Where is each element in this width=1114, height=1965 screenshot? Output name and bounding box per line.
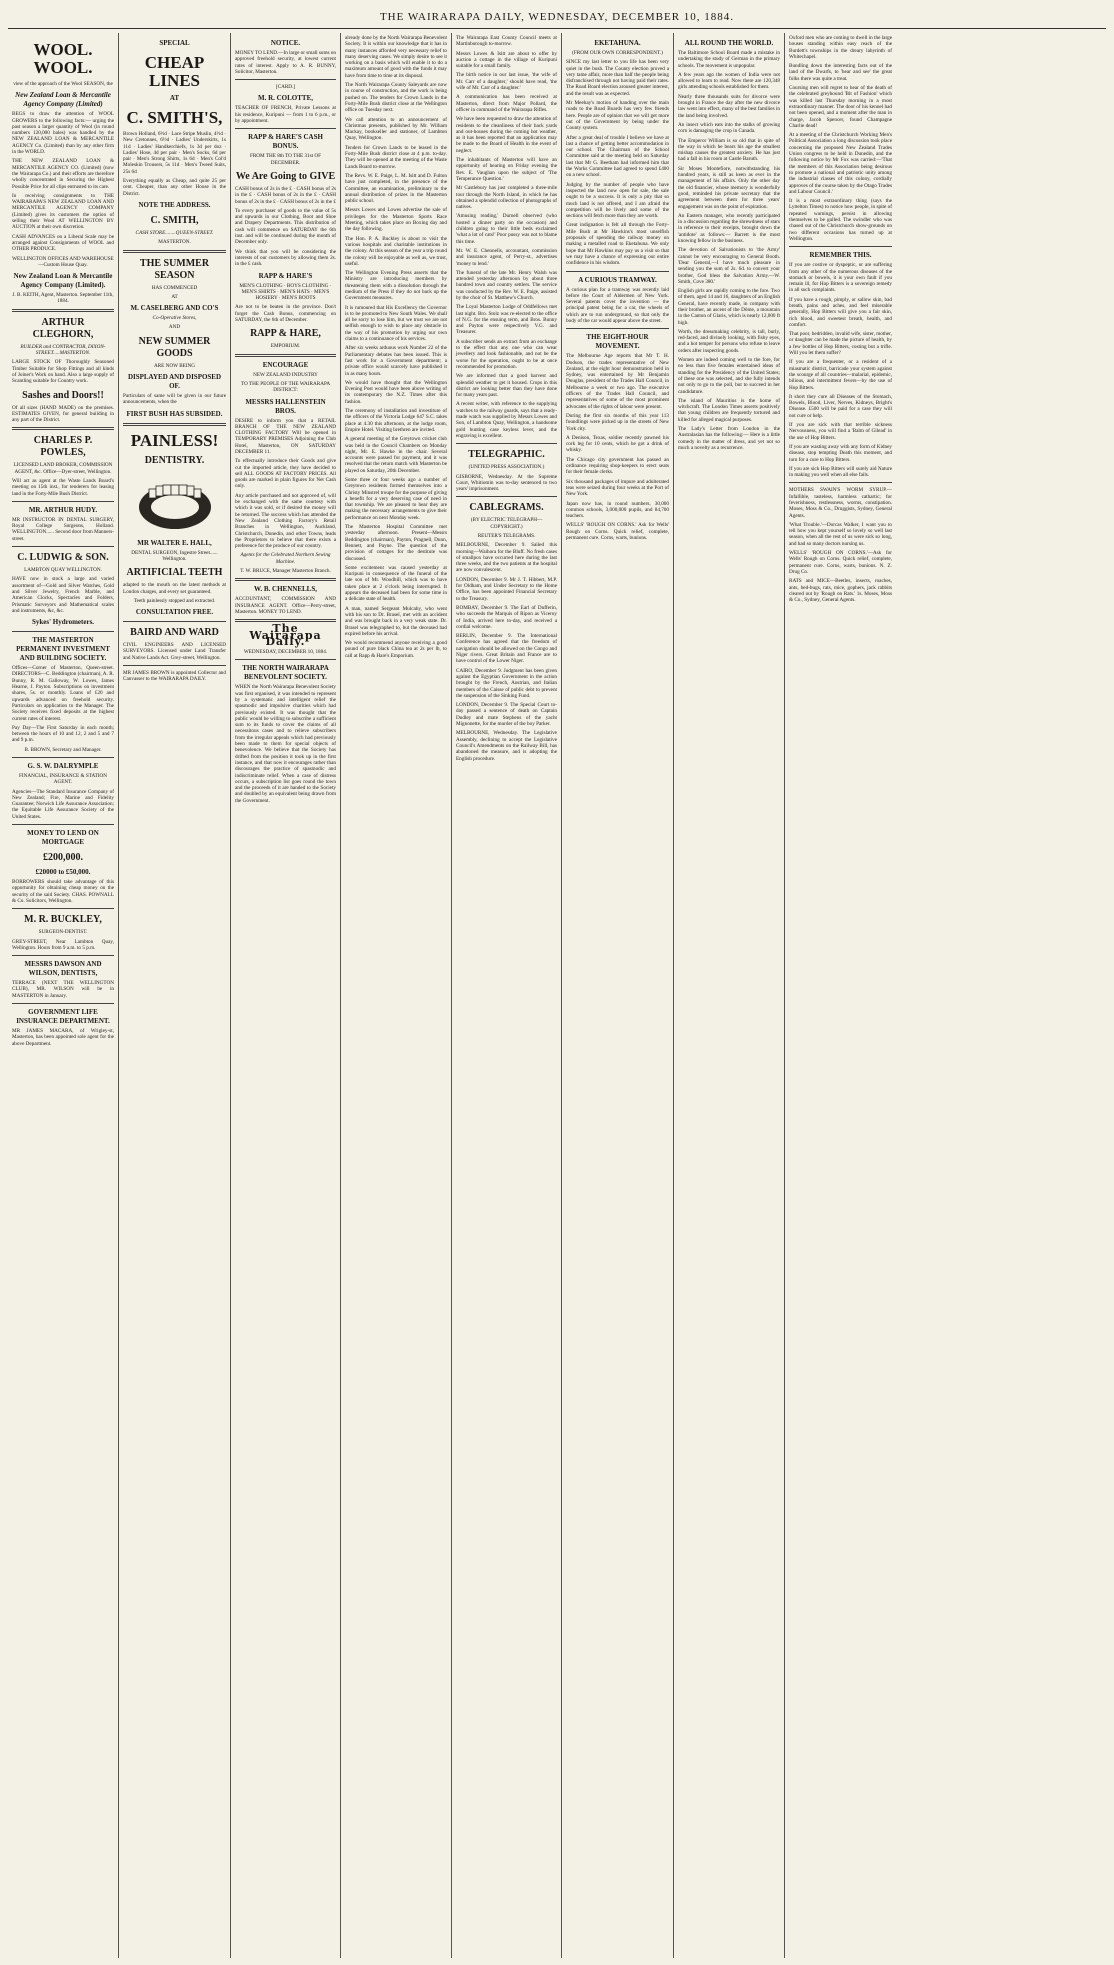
divider <box>566 271 669 272</box>
powles-name: CHARLES P. POWLES, <box>33 435 93 459</box>
colotte-name: M. R. COLOTTE, <box>257 94 314 103</box>
article-para: An Eastern manager, who recently participated in a discussion regarding the shrewdness of stars in reference to their receipts, brought down the 'antidote' as follows:— Barrett is the most knowing fellow in the business. <box>678 212 780 245</box>
ad-para: If you have a rough, pimply, or sallow skin, bad breath, pains and aches, and feel miserable generally, Hop Bitters will give you a fair skin, rich blood, and sweetest breath, health, and comfort. <box>789 296 892 328</box>
column-5 <box>452 33 562 1958</box>
news-item: The birth notice in our last issue, 'the wife of Mr. Carr of a daughter,' should have read, 'the wife of Mr. Carr of a daughter.' <box>456 72 557 92</box>
cheap-lines-list: Brown Holland, 6½d · Lace Stripe Muslin, 4½d · New Cretonnes, 6½d · Ladies' Underskirts, 1s 11d · Ladies' Handkerchiefs, 1s 3d per doz · Ladies' Hose, 4d per pair · Men's Socks, 6d per pair · Men's Strong Shirts, 1s 6d · Men's Col'd Moleskin Trousers, 5s 11d · Men's Tweed Suits, 25s 6d <box>123 131 226 175</box>
news-item: The Masterton Hospital Committee met yesterday afternoon. Present—Messrs Beddington (chairman), Payton, Pragnell, Dunn, Bennett, and Payne. The question of the provision of cottages for the destitute was discussed. <box>345 524 447 562</box>
paper-nameplate: The Wairarapa Daily. <box>249 622 322 648</box>
divider <box>123 665 226 666</box>
article-para: Coursing men will regret to hear of the death of the celebrated greyhound 'Bit of Fashion' which was killed last Thursday morning in a most extraordinary manner. The door of his kennel had not been opened, and a moment after the man in charge, Jacob Spencer, found Champagne Charlie dead! <box>789 85 892 129</box>
article-para: The island of Mauritius is the home of witchcraft. The London Times asserts positively that young children are frequently tortured and killed for alleged magical purposes. <box>678 397 780 423</box>
divider <box>12 908 114 909</box>
news-item: Messrs Lowes and Lowes advertise the sale of privileges for the Masterton Sports Race Meeting, which takes place on Boxing day and the day following. <box>345 207 447 233</box>
divider <box>12 309 114 312</box>
paper-date: WEDNESDAY, DECEMBER 10, 1884. <box>243 649 328 656</box>
article-para: During the first six months of this year 113 foundlings were picked up in the streets of New York city. <box>566 412 669 432</box>
news-item: Some excitement was caused yesterday at Kuripuni in consequence of the funeral of the late son of Mr. Woodhill, which was to have taken place at 2 o'clock being interrupted. It appears the deceased had been for some time in a delicate state of health. <box>345 564 447 603</box>
article-para: At a meeting of the Christchurch Working Men's Political Association a long discussion took place concerning the proposed New Zealand Trades Union congress to be held in Dunedin, and the following notice by Mr Fox was carried:—'That the members of this Association being desirous to promote a national and patriotic unity among the industrial classes of this colony, cordially approves of the course taken by the Otago Trades and Labour Council.' <box>789 132 892 195</box>
divider <box>235 659 336 660</box>
column-4 <box>341 33 452 1958</box>
article-para: Nearly three thousands suits for divorce were brought in France the day after the new divorce law went into effect, many of the best families in the land being involved. <box>678 93 780 119</box>
article-para: English girls are rapidly coming to the fore. Two of them, aged 14 and 16, daughters of an English General, have recently made, in company with their brother, an ascent of the Dôme, a mountain in the Canton of Glaris, which is nearly 12,000 ft high. <box>678 288 780 326</box>
article-para: It is a most extraordinary thing (says the Lyttelton Times) to notice how people, in spite of repeated warnings, persist in allowing themselves to be gulled. The swindler who was chased out of the Christchurch show-grounds on two different occasions has turned up at Wellington. <box>789 198 892 242</box>
dalrymple-name: G. S. W. DALRYMPLE <box>27 762 99 770</box>
divider <box>12 824 114 825</box>
news-item: A communication has been received at Masterton, direct from Major Pollard, the officer in command of the Wairarapa Rifles. <box>456 94 557 113</box>
column-2 <box>119 33 231 1958</box>
divider <box>789 246 892 247</box>
rapp-bonus-reminder: Are not to be beaten in the province. Don't forget the Cash Bonus, commencing on SATURDAY, the 6th of December. <box>235 304 336 324</box>
article-para: Bundling down the interesting facts out of the land of the Dwarfs, to 'hear and see' the great folks there was quite a treat. <box>789 63 892 82</box>
columns <box>8 33 1106 1958</box>
society-name: THE MASTERTON PERMANENT INVESTMENT AND BUILDING SOCIETY. <box>16 636 110 663</box>
ad-para: If you are costive or dyspeptic, or are suffering from any other of the numerous diseases of the stomach or bowels, it is your own fault if you remain ill, for Hop Bitters is a sovereign remedy in all such complaints. <box>789 262 892 294</box>
going-to-give: We Are Going to GIVE <box>235 170 336 182</box>
wool-para-3: In receiving consignments to THE WAIRARAPA'S NEW ZEALAND LOAN AND MERCANTILE AGENCY COMPANY (Limited) gives its customers the option of selling their Wool AT WELLINGTON BY AUCTION at their own discretion. <box>12 192 114 231</box>
baird-name: BAIRD AND WARD <box>130 627 219 639</box>
smiths-heading: C. SMITH'S, <box>126 108 223 127</box>
editorial-body: WHEN the North Wairarapa Benevolent Society was first organised, it was intended to represent by a systematic and intelligent relief the spasmodic and impulsive charities which had previously existed. It was thought that the public would be willing to subscribe a sufficient sum to its funds to cover the claims of all necessitous cases and to relieve subscribers from the irregular appeals which had previously been made to them for special objects of benevolence. We believe that the Society has drifted from the position it took up in the first instance, and that now it encourages rather than discourages the practice of spasmodic and indiscriminate relief. When a case of distress occurs, a subscription list goes round the town and the proceeds of it are handed to the Society and doubled by an equivalent being drawn from the Government. <box>235 684 336 804</box>
summer-season-heading: THE SUMMER SEASON <box>139 257 210 281</box>
chennells-details: ACCOUNTANT, COMMISSION AND INSURANCE AGENT. Office—Perry-street, Masterton. MONEY TO LEND. <box>235 596 336 615</box>
divider <box>12 501 114 502</box>
cleghorn-stock: LARGE STOCK OF Thoroughly Seasoned Timber Suitable for Shop Fittings and all kinds of Joiner's Work on hand. Also a large supply of Scantling suitable for Country work. <box>12 359 114 385</box>
divider <box>789 482 892 483</box>
ludwig-stock: HAVE now in stock a large and varied assortment of—Gold and Silver Watches, Gold and Silver Jewelry, French Marble, and American Clocks, Spectacles and Folders, Prismatic Surveyors and Mathematical scales and instruments, &c, &c. <box>12 576 114 614</box>
mortgage-heading: MONEY TO LEND ON MORTGAGE <box>27 829 99 847</box>
news-item: Some three or four weeks ago a number of Greytown residents formed themselves into a Christy Minstrel troupe for the purpose of giving a benefit for a very deserving case of need in that township. We are pleased to hear they are making the necessary arrangements to give their performance on next Monday week. <box>345 477 447 521</box>
news-item: The North Wairarapa County Saleyards are now in course of construction, and the work is being pushed on. The tenders for Crown Lands in the Forty-Mile Bush district close at the Wellington office on Tuesday next. <box>345 82 447 114</box>
collector-notice: MR JAMES BROWN is appointed Collector and Canvasser to the WAIRARAPA DAILY. <box>123 670 226 683</box>
to-the-people: TO THE PEOPLE OF THE WAIRARAPA DISTRICT: <box>240 380 331 394</box>
news-item: We would have thought that the Wellington Evening Post would have been above writing of its contemporary the N.Z. Times after this fashion. <box>345 379 447 405</box>
hall-name: MR WALTER E. HALL, <box>137 538 212 547</box>
wool-para-4: CASH ADVANCES on a Liberal Scale may be arranged against Consignments of WOOL and OTHER PRODUCE. <box>12 233 114 253</box>
divider <box>123 250 226 253</box>
new-summer-goods: NEW SUMMER GOODS <box>138 335 211 359</box>
first-bush-label: FIRST BUSH HAS SUBSIDED. <box>126 409 223 418</box>
divider <box>566 328 669 329</box>
wool-para-1: BEGS to draw the attention of WOOL GROWERS to the following facts:— urging the past season a larger quantity of Wool (in round numbers 120,000 bales) was handled by the NEW ZEALAND LOAN & MERCANTILE AGENCY Co. (Limited) than by any other firm in the WORLD. <box>12 111 114 156</box>
hudy-name: MR. ARTHUR HUDY. <box>28 505 98 514</box>
consultation-label: CONSULTATION FREE. <box>135 608 214 617</box>
and-label: AND <box>168 324 181 331</box>
artificial-teeth-heading: ARTIFICIAL TEETH <box>126 567 223 579</box>
all-round-heading: ALL ROUND THE WORLD. <box>684 39 774 47</box>
bruce-manager: T. W. BRUCE, Manager Masterton Branch. <box>240 568 331 575</box>
hallenstein-name: MESSRS HALLENSTEIN BROS. <box>245 397 326 415</box>
smith-address: CASH STORE........QUEEN-STREET. <box>135 229 214 236</box>
cable-item: CAIRO, December 9. Judgment has been given against the Egyptian Government in the action brought by the French, Austrian, and Italian members of the Caisse of public debt to prevent the suspension of the Sinking Fund. <box>456 667 557 699</box>
special-label: SPECIAL <box>159 39 190 47</box>
news-item: A recent writer, with reference to the supplying watches to the railway guards, says that a ready-made watch was supplied by Messrs Lowes and Son, of Lambton Quay, Wellington, a handsome gold hunting case keyless lever, and the engraving is excellent. <box>456 401 557 439</box>
dawson-name: MESSRS DAWSON AND WILSON, DENTISTS, <box>24 960 102 978</box>
article-para: The Chicago city government has passed an ordinance requiring shop-keepers to erect seats for their female clerks. <box>566 456 669 476</box>
news-item: The Revs. W. E. Paige, L. M. Isitt and D. Fulton have just completed, in the presence of the Committee, an examination, preliminary to the annual distribution of prizes in the Masterton public school. <box>345 172 447 205</box>
cable-item: LONDON, December 9. Mr J. T. Hibbert, M.P. for Oldham, and Under Secretary to the Home Office, has been appointed Financial Secretary to the Treasury. <box>456 576 557 602</box>
gov-life-heading: GOVERNMENT LIFE INSURANCE DEPARTMENT. <box>16 1008 110 1026</box>
ad-para: If you are wasting away with any form of Kidney disease, stop tempting Death this moment, and turn for a cure to Hop Bitters. <box>789 443 892 463</box>
reuters-label: REUTER'S TELEGRAMS. <box>477 533 536 539</box>
wool-para-2: THE NEW ZEALAND LOAN & MERCANTILE AGENCY CO. (Limited) (now the Wairarapa Co.) and their efforts are therefore wholly concentrated in Securing the Highest Possible Price for all clips entrusted to its care. <box>12 158 114 190</box>
news-item: A man, named Sergeant Mulcahy, who went with his son to Dr. Brasel, met with an accident and was brought back in a very weak state. Dr. Brasel was telegraphed to, but the deceased had expired before his arrival. <box>345 605 447 637</box>
article-para: A few years ago the women of India were not allowed to learn to read. Now there are 120,348 girls attending schools established for them. <box>678 71 780 91</box>
wool-company-2: New Zealand Loan & Mercantile Agency Company (Limited). <box>13 272 113 290</box>
news-item: already done by the North Wairarapa Benevolent Society. It is within our knowledge that it has in many instances afforded very necessary relief to many deserving cases. We simply desire to see it working on a basis which will enable it to do a maximum amount of good with the funds it may have from time to time at its disposal. <box>345 35 447 79</box>
cable-item: MELBOURNE, December 9. Sailed this morning—Waihora for the Bluff. No fresh cases of smallpox have occurred here during the last three weeks, and the two patients at the hospital are now convalescent. <box>456 542 557 574</box>
article-para: The Emperor William is so old that in spite of the way in which he bears his age the smallest mishap causes the greatest anxiety. He has just had a fall in his room at Castle Baruth. <box>678 137 780 163</box>
article-para: Worth, the dressmaking celebrity, is tall, burly, red-faced, and divinely looking, with fishy eyes, and a hot temper for persons who refuse to leave orders after inspecting goods. <box>678 328 780 354</box>
news-item: A subscriber sends an extract from an exchange to the effect that any one who can wear jewellery and look fashionable, and not be the worse for the operation, ought to be at once recommended for promotion. <box>456 338 557 370</box>
cable-item: MELBOURNE, Wednesday. The Legislative Assembly, declining to accept the Legislative Council's Amendments on the Railway Bill, has abandoned the measure, and is adopting the English procedure. <box>456 730 557 762</box>
smith-name: C. SMITH, <box>150 214 199 226</box>
rapp-hare-label: RAPP & HARE'S <box>258 271 313 280</box>
article-para: Mr Meehay's motion of handing over the main roads to the Road Boards has very few friends here. People are of opinion that we will get more out of the Government by being under the County system. <box>566 100 669 132</box>
address-note: NOTE THE ADDRESS. <box>138 200 211 209</box>
news-item: The Loyal Masterton Lodge of Oddfellows met last night. Bro. Stolz was re-elected to the office of N.G. for the ensuing term, and Bros. Bunny and Payton were respectively V.G. and Treasurer. <box>456 304 557 336</box>
teeth-extract: Teeth painlessly stopped and extracted. <box>133 597 216 604</box>
news-item: The funeral of the late Mr. Henry Walsh was attended yesterday afternoon by about three hundred town and country settlers. The service was conducted by the Rev. W. E. Paige, assisted by the choir of St. Matthew's Church. <box>456 269 557 301</box>
news-item: Mr Castlebury has just completed a three-mile tour through the North Island, in which he has obtained a splendid collection of photographs of natives. <box>456 185 557 211</box>
cablegrams-source: (BY ELECTRIC TELEGRAPH—COPYRIGHT.) <box>470 517 543 530</box>
column-8 <box>785 33 896 1958</box>
news-item: It is rumoured that His Excellency the Governor is to be promoted to New South Wales. We shall all be sorry to lose him, but we trust we are not selfish enough to wish to place any obstacle in the way of his promotion by urging our own claims to a continuance of his services. <box>345 304 447 343</box>
teeth-details: adapted to the mouth on the latest methods at London charges, and every set guaranteed. <box>123 582 226 595</box>
article-para: Oxford men who are coming to dwell in the large houses standing within easy reach of the Burdett's townships in the dreary labyrinth of Whitechapel. <box>789 35 892 60</box>
news-item: We call attention to an announcement of Christmas presents, published by Mr. William Mackay, bookseller and stationer, of Lambton Quay, Wellington. <box>345 116 447 142</box>
caselberg-name: M. CASELBERG AND CO'S <box>130 304 219 313</box>
ad-para: RATS and MICE—Beetles, insects, roaches, ants, bed-bugs, rats, mice, gophers, jack rabbits cleared out by 'Rough on Rats.' 1s. Moses, Moss & Co., Sydney, General Agents. <box>789 578 892 604</box>
hallenstein-exchange: Any article purchased and not approved of, will be exchanged with the same courtesy with which it was sold, or if desired the money will be returned. The success which has attended the New Zealand Clothing Factory's Retail Branches in Wellington, Auckland, Christchurch, Dunedin, and other Towns, leads the Proprietors to believe that there exists a preference for the produce of our country. <box>235 492 336 550</box>
money-to-lend-notice: MONEY TO LEND.—In large or small sums on approved freehold security, at lowest current rates of interest. Apply to A. R. BUNNY, Solicitor, Masterton. <box>235 50 336 75</box>
tramway-heading: A CURIOUS TRAMWAY. <box>578 275 657 284</box>
caselberg-notice: Particulars of same will be given in our future announcements, when the <box>123 393 226 406</box>
divider <box>235 128 336 129</box>
eight-hour-heading: THE EIGHT-HOUR MOVEMENT. <box>586 333 649 351</box>
wool-signature: J. B. KEITH, Agent, Masterton. September 11th, 1884. <box>12 292 114 305</box>
coop-stores: Co-Operative Stores, <box>152 315 197 322</box>
society-payday: Pay Day—The First Saturday in each month; between the hours of 10 and 12, 2 and 5 and 7 and 9 p.m. <box>12 724 114 744</box>
news-item: Messrs Lowes & Isitt are about to offer by auction a cottage in the village of Kuripuni suitable for a small family. <box>456 50 557 70</box>
ad-para: That poor, bedridden, invalid wife, sister, mother, or daughter can be made the picture of health, by a few bottles of Hop Bitters, costing but a trifle. Will you let them suffer? <box>789 331 892 357</box>
article-para: Great indignation is felt all through the Forty-Mile Bush at Mr Hawkins's most unselfish proposals of spending the railway money on making a metalled road to Eketahuna. We only hope that Mr Hawkins may pay us a visit so that we may have a chance of expressing our entire confidence in his wisdom. <box>566 222 669 267</box>
article-para: The Lady's Letter from London in the Australasian has the following:— Here is a little comedy in the matter of dress, and yet not so much a novelty as a recurrence. <box>678 426 780 451</box>
ludwig-address: LAMBTON QUAY WELLINGTON. <box>24 567 102 574</box>
editorial-headline: THE NORTH WAIRARAPA BENEVOLENT SOCIETY. <box>242 664 329 682</box>
dentures-illustration <box>135 473 215 533</box>
divider <box>12 546 114 547</box>
baird-details: CIVIL ENGINEERS AND LICENSED SURVEYORS. Licensed under Land Transfer and Native Lands Act. Grey-street, Wellington. <box>123 642 226 661</box>
cable-item: BERLIN, December 9. The International Conference has agreed that the freedom of navigation should be allowed on the Congo and Niger rivers. Great Britain and France are to have control of the Lower Niger. <box>456 633 557 665</box>
news-item: After six weeks arduous work Number 22 of the Parliamentary debates has been issued. This is fast work for a Government department; a private office would scarcely have published it in as many hours. <box>345 345 447 377</box>
rapp-bonus-dates: FROM THE 8th TO THE 31st OF DECEMBER. <box>249 153 322 166</box>
news-item: The Hon. P. A. Buckley is about to visit the various hospitals and charitable institutions in the colony. At this season of the year a trip round the colony will be enjoyable as well as, we trust, useful. <box>345 235 447 267</box>
mortgage-details: BORROWERS should take advantage of this opportunity for obtaining cheap money on the security of the said Society. CHAS. POWNALL & Co. Solicitors, Wellington. <box>12 879 114 904</box>
news-item: The Wairarapa East County Council meets at Martinborough to-morrow. <box>456 35 557 48</box>
emporium-label: EMPORIUM. <box>270 343 301 350</box>
divider <box>123 621 226 622</box>
wool-intro: view of the approach of the Wool SEASON, the <box>13 81 113 87</box>
article-para: SINCE my last letter to you life has been very quiet in the bush. The County election proved a very tame affair, more than half the people being disfranchised through not having paid their rates. The Road Board election aroused greater interest, and the result was as expected. <box>566 59 669 97</box>
card-label: [CARD.] <box>275 84 296 91</box>
nz-industry-label: NEW ZEALAND INDUSTRY <box>253 371 318 378</box>
notice-heading: NOTICE. <box>270 39 301 47</box>
hallenstein-prices: To effectually introduce their Goods and give cut the imported article, they have decided to sell ALL GOODS AT FACTORY PRICES. All goods are marked in plain figures for Net Cash only. <box>235 458 336 490</box>
colotte-details: TEACHER OF FRENCH, Private Lessons at his residence, Kuripuni — from 1 to 6 p.m., or by appointment. <box>235 105 336 125</box>
buckley-trade: SURGEON-DENTIST. <box>38 929 88 936</box>
article-para: Japan now has, in round numbers, 30,000 common schools, 3,000,000 pupils, and 84,700 teachers. <box>566 500 669 520</box>
divider <box>12 1003 114 1004</box>
dalrymple-trade: FINANCIAL, INSURANCE & STATION AGENT. <box>18 773 108 786</box>
divider <box>456 496 557 497</box>
ad-para: If you are a frequenter, or a resident of a miasmatic district, barricade your system against the scourge of all countries—malarial, epidemic, bilious, and intermittent fevers—by the use of Hop Bitters. <box>789 359 892 391</box>
rapp-bonus-heading: RAPP & HARE'S CASH BONUS. <box>248 133 323 151</box>
article-para: WELLS' 'ROUGH ON CORNS.' Ask for Wells' Rough on Corns. Quick relief, complete, permanent cure. Corns, warts, bunions. <box>566 522 669 541</box>
news-item: We are informed that a good harvest and splendid weather to get it housed. Crops in this district are looking better than they have done for many years past. <box>456 373 557 399</box>
news-item: The inhabitants of Masterton will have an opportunity of hearing on Friday evening the Rev. E. Vaughan upon the subject of 'The Temperance Question.' <box>456 157 557 182</box>
dawson-details: TERRACE (NEXT THE WELLINGTON CLUB), MR. WILSON will be in MASTERTON in January. <box>12 980 114 999</box>
eketahuna-byline: (FROM OUR OWN CORRESPONDENT.) <box>572 50 663 56</box>
at-label: AT <box>169 94 180 102</box>
encourage-label: ENCOURAGE <box>262 360 309 369</box>
news-item: Mr. W. E. Chennells, accountant, commission and insurance agent, of Perry-st., advertises 'money to lend.' <box>456 247 557 267</box>
cheap-lines-heading: CHEAP LINES <box>144 53 205 90</box>
eketahuna-heading: EKETAHUNA. <box>594 39 641 47</box>
cablegrams-heading: CABLEGRAMS. <box>469 502 544 514</box>
article-para: An insect which eats into the stalks of growing corn is damaging the crop in Canada. <box>678 121 780 135</box>
divider <box>12 631 114 632</box>
ad-para: MOTHERS SWAIN'S WORM SYRUP.—Infallible, tasteless, harmless cathartic; for feverishness, restlessness, worms, constipation. Moses, Moss & Co., Druggists, Sydney, General Agents. <box>789 487 892 519</box>
powles-notice: Will act as agent at the Waste Lands Board's meeting on 15th inst., for tenderers for leasing land in the Forty-Mile Bush District. <box>12 477 114 497</box>
smith-town: MASTERTON. <box>158 239 191 246</box>
displayed-label: DISPLAYED AND DISPOSED OF. <box>127 373 222 391</box>
hydrometers-heading: Sykes' Hydrometers. <box>31 618 95 627</box>
mortgage-amount: £200,000. <box>43 852 83 864</box>
article-para: Sir Moses Montefiore, notwithstanding his hundred years, is still as keen as ever in the management of his affairs. Only the other day the old financier, whose memory is wonderfully good, reminded his private secretary that the agreement between them for three years' engagement was on the point of expiration. <box>678 165 780 210</box>
article-para: After a great deal of trouble I believe we have at last a chance of getting better accommodation in our school. The Chairman of the School Committee said at the meeting held on Saturday last that Mr G. Beetham had informed him that the Works Committee had agreed to spend £400 on a new school. <box>566 134 669 179</box>
news-item: We have been requested to draw the attention of residents to the cleanliness of their back yards and out-houses during the coming hot weather, as it has been reported that an application may be made to the Board of Health in the event of neglect. <box>456 116 557 154</box>
article-para: The Baltimore School Board made a mistake in undertaking the study of German in the primary schools. The movement is unpopular. <box>678 50 780 69</box>
divider <box>123 423 226 426</box>
article-para: Women are indeed coming well to the fore, for no less than five females entertained ideas of standing for the Presidency of the United States; of these one was selected, and she fully intends not only to go to the poll, but to succeed in her candidature. <box>678 357 780 395</box>
masthead <box>8 6 1106 29</box>
news-item: A general meeting of the Greytown cricket club was held in the Council Chambers on Monday night, Mr. E. Hawke in the chair. Several accounts were passed for payment, and it was resolved that the return match with Masterton be played on Saturday, 20th December. <box>345 436 447 474</box>
society-secretary: B. BROWN, Secretary and Manager. <box>24 746 102 753</box>
now-being-label: ARE NOW BEING <box>153 362 196 369</box>
news-item: The ceremony of installation and investiture of the officers of the Victoria Lodge 647 S.C. takes place at 4.30 this afternoon, at the lodge room, Empire Hotel. Visiting brethren are invited. <box>345 408 447 433</box>
hallenstein-branch: DESIRE to inform you that a RETAIL BRANCH OF THE NEW ZEALAND CLOTHING FACTORY Will be opened in TEMPORARY PREMISES Adjoining the Club Hotel, Masterton, ON SATURDAY DECEMBER 11. <box>235 417 336 455</box>
rapp-bonus-note: We think that you will be considering the interests of our customers by allowing them 2s. in the £ cash. <box>235 248 336 268</box>
telegraphic-source: (UNITED PRESS ASSOCIATION.) <box>468 464 545 471</box>
rapp-hare-name: RAPP & HARE, <box>250 328 321 340</box>
cheap-lines-note: Everything equally as Cheap, and quite 25 per cent. Cheaper, than any other House in the District. <box>123 178 226 197</box>
cash-bonus-lines: CASH bonus of 2s in the £ · CASH bonus of 2s in the £ · CASH bonus of 2s in the £ · CASH bonus of 2s in the £ · CASH bonus of 2s in the £ <box>235 185 337 205</box>
wool-company: New Zealand Loan & Mercantile Agency Company (Limited) <box>15 91 111 109</box>
mens-clothing-list: MEN'S CLOTHING · BOYS CLOTHING · MEN'S SHIRTS · MEN'S HATS · MEN'S HOSIERY · MEN'S BOOTS <box>239 282 332 302</box>
society-details: Offices—Corner of Masterton, Queen-street. DIRECTORS—C. Beddington (chairman), A. R. Bunny, R. M. Galloway, W. Lowes, James Hearne, J. Payton. Subscriptions on investment shares, 5s. or monthly. Loans of £20 and upwards advanced on freehold security. Particulars on application to the Manager. The Society receives fixed deposits at the highest current rates of interest. <box>12 665 114 722</box>
remember-this-heading: REMEMBER THIS. <box>809 251 872 260</box>
divider <box>12 955 114 956</box>
sashes-heading: Sashes and Doors!! <box>22 389 104 401</box>
cleghorn-estimates: Of all sizes (HAND MADE) on the premises. ESTIMATES GIVEN, for general building in any part of the District. <box>12 404 114 424</box>
cable-item: BOMBAY, December 9. The Earl of Dufferin, who succeeds the Marquis of Ripon as Viceroy of India, arrived here to-day, and received a cordial welcome. <box>456 604 557 630</box>
mortgage-range: £20000 to £50,000. <box>35 868 91 877</box>
cleghorn-name: ARTHUR CLEGHORN, <box>32 316 94 340</box>
article-para: The Melbourne Age reports that Mr T. H. Dodson, the trades representative of New Zealand, at the eight hour demonstration held in Sydney, was entertained by Mr Benjamin Douglas, president of the Trades Hall Council, in Melbourne a week or two ago. The executive officers of the Trades Hall Council, and representatives of some of the most prominent advocates of the rights of labour were present. <box>566 353 669 410</box>
article-para: A Denison, Texas, soldier recently pawned his cork leg for 10 cents, which he got a drink of whisky. <box>566 434 669 454</box>
hall-address: DENTAL SURGEON, Ingestre Street...... Wellington. <box>131 549 218 562</box>
hudy-details: MR INSTRUCTOR IN DENTAL SURGERY, Royal College Surgeons, Holland. WELLINGTON...... Second door from Manners-street. <box>12 516 114 542</box>
news-item: Tenders for Crown Lands to be leased in the Forty-Mile Bush district close at 4 p.m. to-day. They will be opened at the meeting of the Waste Lands Board to-morrow. <box>345 144 447 170</box>
chennells-name: W. B. CHENNELLS, <box>254 585 317 594</box>
ludwig-name: C. LUDWIG & SON. <box>17 552 109 564</box>
wool-heading: WOOL. WOOL. <box>33 40 93 77</box>
cleghorn-trade: BUILDER and CONTRACTOR, DIXON-STREET.....MASTERTON. <box>20 343 106 357</box>
dentistry-heading: DENTISTRY. <box>144 454 205 466</box>
divider <box>456 443 557 444</box>
telegraphic-heading: TELEGRAPHIC. <box>468 449 545 461</box>
wool-offices: WELLINGTON OFFICES AND WAREHOUSE—Custom House Quay. <box>12 255 114 268</box>
ad-para: WELLS' 'ROUGH ON CORNS.'—Ask for Wells' Rough on Corns. Quick relief, complete, permanent cure. Corns, warts, bunions. N. Z. Drug Co. <box>789 550 892 575</box>
column-7 <box>674 33 785 1958</box>
divider <box>12 757 114 758</box>
column-1 <box>8 33 119 1958</box>
buckley-address: GREY-STREET, Near Lambton Quay, Wellington. Hours from 9 a.m. to 5 p.m. <box>12 938 114 951</box>
column-3 <box>231 33 341 1958</box>
article-para: A curious plan for a tramway was recently laid before the Court of Aldermen of New York. Several patents cover the invention — the principal patent being for a car, the wheels of which are to run underground, so that only the body of the car would appear above the street. <box>566 286 669 324</box>
ad-para: It short they cure all Diseases of the Stomach, Bowels, Blood, Liver, Nerves, Kidneys, Bright's Disease. £500 will be paid for a case they will not cure or help. <box>789 393 892 419</box>
article-para: The devotion of Salvationists to 'the Army' cannot be very encouraging to General Booth. 'Dear General,—I have much pleasure in sending you the sum of 2s. 6d. to convert your brother, God bless the Salvation Army.—W. Smith, Cove 380.' <box>678 247 780 285</box>
buckley-name: M. R. BUCKLEY, <box>24 914 102 926</box>
cable-item: LONDON, December 9. The Special Court to-day passed a sentence of death on Captain Dudley and mate Stephens of the yacht Mignonette, for the murder of the boy Parker. <box>456 702 557 728</box>
article-para: Six thousand packages of impure and adulterated teas were seized during four weeks at the Port of New York. <box>566 478 669 498</box>
at-label-2: AT <box>171 293 178 300</box>
divider <box>12 427 114 430</box>
powles-trade: LICENSED LAND BROKER, COMMISSION AGENT, &c. Office—Dyer-street, Wellington. <box>13 462 113 475</box>
painless-heading: PAINLESS! <box>130 430 219 450</box>
news-item: The Wellington Evening Press asserts that the Ministry are introducing members by threatening them with a dissolution through the medium of the Press if they do not back up the Government measures. <box>345 270 447 302</box>
news-item: We would recommend anyone receiving a good pound of pure black China tea at 2s per lb, to call at Rapp & Hare's Emporium. <box>345 640 447 659</box>
gov-life-details: MR JAMES MACARA, of Wrigley-st, Masterton, has been appointed sole agent for the above Department. <box>12 1028 114 1047</box>
ad-para: 'What Trouble.'—Dorcas Walker, I want you to tell how you kept yourself so lovely so well last season, when all the rest of us were sick so long, and had so many doctors nursing us. <box>789 521 892 547</box>
news-item: 'Amusing reading,' Durnell observed (who hosted a dinner party on the occasion) and children going to their little beds exclaimed 'what a lot of cats!' Poor pussy was not to blame this time. <box>456 213 557 245</box>
divider <box>235 354 336 357</box>
commenced-label: HAS COMMENCED <box>151 284 198 291</box>
ad-para: If you are sick with that terrible sickness Nervousness, you will find a 'Balm of Gilead' in the use of Hop Bitters. <box>789 422 892 441</box>
telegram-item: GISBORNE, Wednesday. At the Supreme Court, Whitiomin was to-day sentenced to two years' imprisonment. <box>456 473 557 493</box>
sewing-machine-agents: Agents for the Celebrated Northern Sewing Machine. <box>240 552 331 565</box>
dalrymple-agencies: Agencies—The Standard Insurance Company of New Zealand; Fire, Marine and Fidelity Guarantee; Norwich Life Assurance Association; the Equitable Life Assurance Society of the United States. <box>12 788 114 820</box>
article-para: Judging by the number of people who have inspected the land now open for sale, the sale ought to be a success. It is only a pity that so much land is not offered, and I am afraid the competition will be lively and some of the sections will fetch more than they are worth. <box>566 181 669 220</box>
divider <box>235 578 336 581</box>
divider <box>235 79 336 80</box>
rapp-bonus-body: To every purchaser of goods to the value of 5s and upwards in our Clothing, Boot and Shoe and Drapery Departments. This distribution of cash will commence on SATURDAY the 6th inst. and will be continued during the month of December only. <box>235 207 336 246</box>
ad-para: If you are sick Hop Bitters will surely aid Nature in making you well when all else fails. <box>789 465 892 479</box>
column-6 <box>562 33 674 1958</box>
masthead-title: THE WAIRARAPA DAILY, WEDNESDAY, DECEMBER 10, 1884. <box>379 11 735 23</box>
